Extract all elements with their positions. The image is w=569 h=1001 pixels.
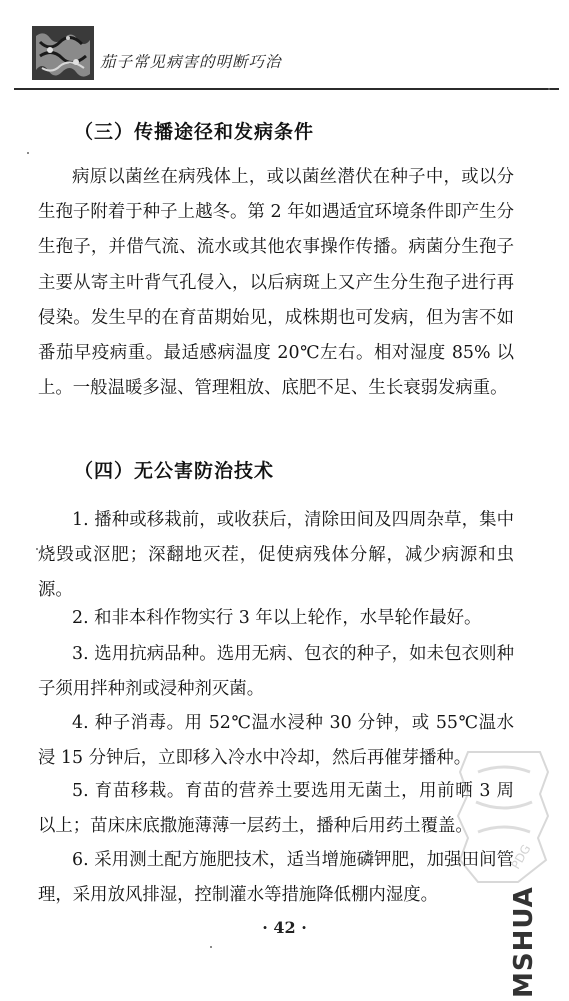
watermark-text: MSHUA [509, 886, 539, 998]
scan-speck [210, 946, 212, 948]
scan-speck [548, 88, 550, 90]
control-item: 1. 播种或移栽前，或收获后，清除田间及四周杂草，集中烧毁或沤肥；深翻地灭茬，促使病残体分解，减少病源和虫源。 [38, 510, 514, 601]
page-header [14, 12, 559, 94]
control-item: 6. 采用测土配方施肥技术，适当增施磷钾肥，加强田间管理，采用放风排湿，控制灌水等措施降低棚内湿度。 [38, 850, 514, 906]
section-paragraph-transmission: 病原以菌丝在病残体上，或以菌丝潜伏在种子中，或以分生孢子附着于种子上越冬。第 2 年如遇适宜环境条件即产生分生孢子，并借气流、流水或其他农事操作传播。病菌分生孢子主要从寄主叶背气孔侵入，以后病斑上又产生分生孢子进行再侵染。发生早的在育苗期始见，成株期也可发病，但为害不如番茄早疫病重。最适感病温度 20℃左右。相对湿度 85% 以上。一般温暖多湿、管理粗放、底肥不足、生长衰弱发病重。 [38, 167, 514, 399]
control-item: 3. 选用抗病品种。选用无病、包衣的种子，如未包衣则种子须用拌种剂或浸种剂灭菌。 [38, 644, 514, 700]
section-heading-control: （四）无公害防治技术 [74, 460, 275, 482]
control-item: 5. 育苗移栽。育苗的营养土要选用无菌土，用前晒 3 周以上；苗床床底撒施薄薄一层药土，播种后用药土覆盖。 [38, 781, 514, 837]
watermark-stamp-icon [448, 742, 560, 892]
header-divider [14, 88, 559, 90]
control-item: 2. 和非本科作物实行 3 年以上轮作，水旱轮作最好。 [72, 608, 482, 628]
running-header-title: 茄子常见病害的明断巧治 [100, 53, 282, 71]
scan-speck [27, 152, 29, 154]
page-number: · 42 · [262, 918, 307, 937]
control-item: 4. 种子消毒。用 52℃温水浸种 30 分钟，或 55℃温水浸 15 分钟后，立即移入冷水中冷却，然后再催芽播种。 [38, 713, 514, 769]
section-heading-transmission: （三）传播途径和发病条件 [74, 121, 315, 143]
watermark-stamp-text: PDG [508, 842, 534, 872]
scan-speck [36, 548, 38, 550]
header-logo-icon [32, 26, 94, 80]
